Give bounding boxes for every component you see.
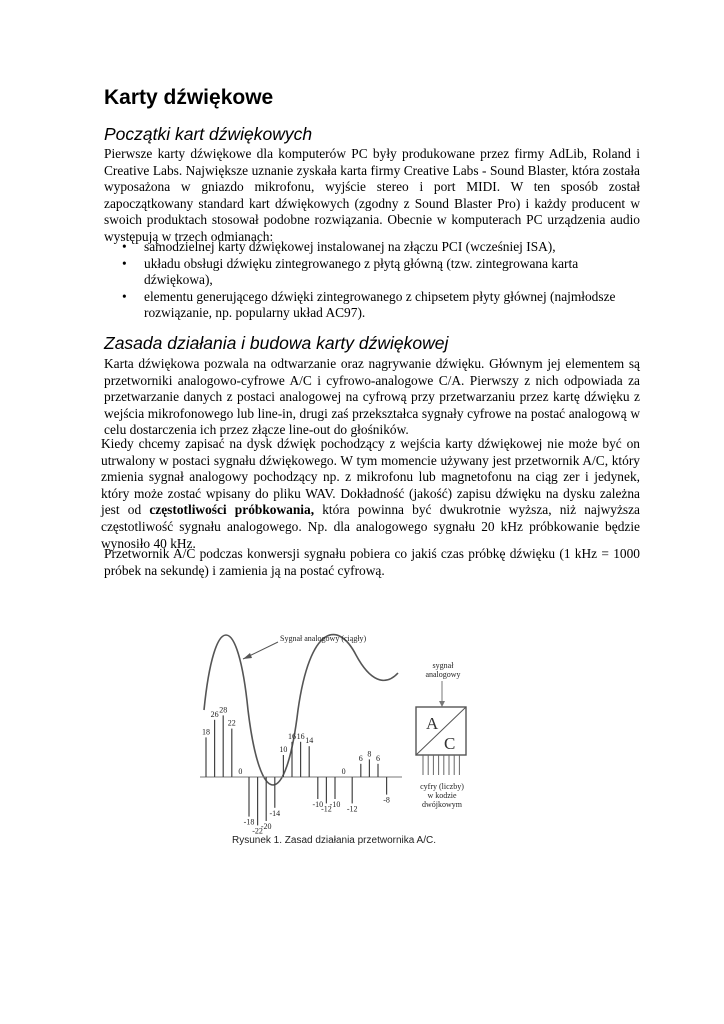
sample-value-label: 28 bbox=[219, 705, 228, 715]
sample-value-label: 6 bbox=[358, 753, 363, 763]
paragraph-principle-2 bbox=[101, 436, 640, 552]
list-item: • samodzielnej karty dźwiękowej instalowanej na złączu PCI (wcześniej ISA), bbox=[120, 239, 640, 256]
sample-value-label: -18 bbox=[243, 817, 255, 827]
paragraph-principle-1: Karta dźwiękowa pozwala na odtwarzanie oraz nagrywanie dźwięku. Głównym jej elementem są przetworniki analogowo-cyfrowe A/C i cyfrowo-analogowe C/A. Pierwszy z nich odpowiada za przetwarzanie danych z postaci analogowej na cyfrową przy przetwarzaniu przez kartę dźwięku z wejścia mikrofonowego lub line-in, drugi zaś przekształca sygnały cyfrowe na postać analogową w celu dostarczenia ich przez złącze line-out do głośników. bbox=[104, 356, 640, 438]
sample-value-label: -20 bbox=[260, 822, 272, 831]
sample-value-label: 22 bbox=[227, 718, 236, 728]
converter-input-label-line2: analogowy bbox=[425, 670, 461, 679]
sample-value-label: 14 bbox=[305, 736, 314, 746]
paragraph-principle-3: Przetwornik A/C podczas konwersji sygnału pobiera co jakiś czas próbkę dźwięku (1 kHz = 1000 próbek na sekundę) i zamienia ją na postać cyfrową. bbox=[104, 546, 640, 578]
bullet-list-variants bbox=[120, 239, 640, 322]
converter-output-lines bbox=[423, 755, 459, 775]
sample-value-label: -14 bbox=[269, 808, 281, 818]
sample-value-label: -12 bbox=[346, 804, 358, 814]
signal-label: Sygnał analogowy (ciągły) bbox=[280, 634, 367, 643]
sample-value-label: 6 bbox=[376, 753, 380, 763]
section-heading-principle: Zasada działania i budowa karty dźwiękowej bbox=[104, 333, 449, 353]
list-item: • elementu generującego dźwięki zintegrowanego z chipsetem płyty głównej (najmłodsze rozwiązanie, np. popularny układ AC97). bbox=[120, 289, 640, 322]
sample-value-label: -10 bbox=[329, 800, 341, 809]
ac-converter-figure bbox=[180, 615, 480, 855]
converter-output-label-line2: w kodzie bbox=[427, 791, 457, 800]
converter-output-label-line1: cyfry (liczby) bbox=[420, 782, 464, 791]
converter-input-label-line1: sygnał bbox=[432, 661, 454, 670]
section-heading-history: Początki kart dźwiękowych bbox=[104, 124, 313, 144]
sample-value-label: -22 bbox=[252, 826, 263, 836]
sample-value-label: -8 bbox=[383, 795, 390, 805]
figure-caption: Rysunek 1. Zasad działania przetwornika A/C. bbox=[232, 835, 436, 846]
paragraph-history: Pierwsze karty dźwiękowe dla komputerów PC były produkowane przez firmy AdLib, Roland i Creative Labs. Największe uznanie zyskała karta firmy Creative Labs - Sound Blaster, która została wyposażona w gniazdo mikrofonu, wyjście stereo i port MIDI. W ten sposób został zapoczątkowany standard kart dźwiękowych (zgodny z Sound Blaster Pro) i każdy producent w swoich produktach stosował podobne rozwiązania. Obecnie w komputerach PC urządzenia audio występują w trzech odmianach: bbox=[104, 146, 640, 244]
sample-value-label: 0 bbox=[238, 767, 243, 776]
sample-value-label: 18 bbox=[202, 727, 210, 737]
sample-value-label: 8 bbox=[367, 749, 372, 759]
text-run: która powinna być dwukrotnie wyższa, niż najwyższa częstotliwość sygnału analogowego. Np. dla analogowego sygnału 20 kHz próbkowanie będzie wynosiło 40 kHz. bbox=[101, 502, 640, 551]
sample-value-label: 26 bbox=[210, 709, 219, 719]
arrow-down-icon bbox=[439, 701, 445, 707]
bold-term: częstotliwości próbkowania, bbox=[149, 502, 315, 518]
sample-value-label: 10 bbox=[279, 745, 288, 754]
sample-value-label: -10 bbox=[312, 800, 324, 809]
sample-value-label: -12 bbox=[321, 804, 332, 814]
text-run: Kiedy chcemy zapisać na dysk dźwięk pochodzący z wejścia karty dźwiękowej nie może być on utrwalony w postaci sygnału dźwiękowego. W tym momencie używany jest przetwornik A/C, który zmienia sygnał analogowy pochodzący np. z mikrofonu lub magnetofonu na ciąg zer i jedynek, który może zostać wpisany do pliku WAV. Dokładność (jakość) zapisu dźwięku na dysku zależna jest od bbox=[101, 436, 640, 518]
sample-value-label: 16 bbox=[288, 731, 296, 741]
arrow-head-icon bbox=[243, 653, 252, 659]
page-title: Karty dźwiękowe bbox=[104, 86, 274, 109]
sample-value-label: 0 bbox=[341, 767, 346, 776]
converter-top-letter: A bbox=[426, 714, 439, 733]
converter-output-label-line3: dwójkowym bbox=[422, 800, 462, 809]
sample-value-label: 16 bbox=[296, 731, 305, 741]
converter-bottom-letter: C bbox=[444, 734, 456, 753]
list-item: • układu obsługi dźwięku zintegrowanego z płytą główną (tzw. zintegrowana karta dźwiękowa), bbox=[120, 256, 640, 289]
